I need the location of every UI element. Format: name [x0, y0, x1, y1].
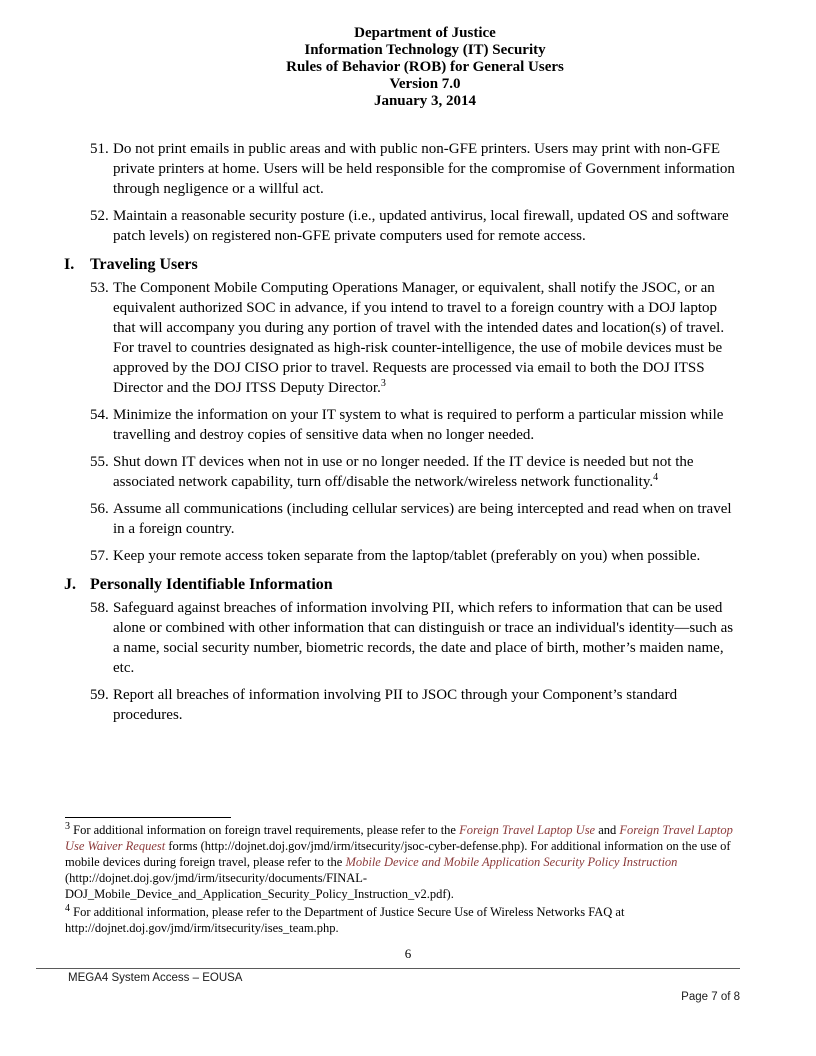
section-label: J. — [64, 576, 76, 593]
footnote-3 — [65, 822, 740, 902]
footnote-text-segment: forms (http://dojnet.doj.gov/jmd/irm/itsecurity/jsoc-cyber-defense.php). For additional information on the use of mobile devices during foreign travel, please refer to the — [65, 839, 731, 869]
section-title: Traveling Users — [90, 256, 198, 273]
item-text — [113, 139, 740, 199]
item-text-run: Keep your remote access token separate from the laptop/tablet (preferably on you) when possible. — [113, 548, 701, 564]
footer-divider — [36, 968, 740, 969]
item-number: 51. — [90, 141, 109, 157]
list-item — [90, 499, 740, 539]
item-text — [113, 278, 740, 398]
item-number: 57. — [90, 548, 109, 564]
footnote-text-segment: For additional information on foreign travel requirements, please refer to the — [70, 823, 460, 837]
header-line-program: Information Technology (IT) Security — [304, 42, 546, 58]
list-item — [90, 546, 740, 566]
footnote-separator — [65, 817, 231, 818]
list-item — [90, 452, 740, 492]
section-heading-pii — [64, 574, 740, 595]
item-text-run: Maintain a reasonable security posture (i.e., updated antivirus, local firewall, updated OS and software patch levels) on registered non-GFE private computers used for remote access. — [113, 208, 729, 244]
page-indicator: Page 7 of 8 — [681, 991, 740, 1003]
section-heading-traveling-users — [64, 254, 740, 275]
footnote-marker: 3 — [65, 820, 70, 832]
page-number: 6 — [404, 946, 412, 961]
item-text-run: Report all breaches of information involving PII to JSOC through your Component’s standard procedures. — [113, 687, 678, 723]
section-title: Personally Identifiable Information — [90, 576, 333, 593]
item-text — [113, 598, 740, 678]
item-text-run: Do not print emails in public areas and with public non-GFE printers. Users may print with non-GFE private printers at home. Users will be held responsible for the compromise of Government information through negligence or a willful act. — [113, 141, 735, 197]
item-text-run: Assume all communications (including cellular services) are being intercepted and read when on travel in a foreign country. — [113, 501, 732, 537]
item-number: 54. — [90, 407, 109, 423]
header-line-date: January 3, 2014 — [373, 93, 477, 109]
footnote-italic-title: Mobile Device and Mobile Application Security Policy Instruction — [345, 855, 678, 869]
header-line-version: Version 7.0 — [389, 76, 461, 92]
document-header — [0, 0, 816, 110]
item-number: 59. — [90, 687, 109, 703]
footnote-ref: 3 — [380, 378, 386, 389]
item-text — [113, 452, 740, 492]
document-body — [0, 139, 816, 725]
footnote-marker: 4 — [65, 902, 70, 914]
list-item — [90, 598, 740, 678]
footnote-4 — [65, 904, 740, 936]
item-text — [113, 546, 740, 566]
footnote-italic-title: Foreign Travel Laptop Use — [459, 823, 596, 837]
list-item — [90, 685, 740, 725]
item-text — [113, 206, 740, 246]
item-text — [113, 499, 740, 539]
footnote-ref: 4 — [653, 472, 659, 483]
item-text-run: The Component Mobile Computing Operations Manager, or equivalent, shall notify the JSOC, or an equivalent authorized SOC in advance, if you intend to travel to a foreign country with a DOJ laptop that will accompany you during any portion of travel with the intended dates and location(s) of travel. For travel to countries designated as high-risk counter-intelligence, the use of mobile devices must be approved by the DOJ CISO prior to travel. Requests are processed via email to both the DOJ ITSS Director and the DOJ ITSS Deputy Director. — [113, 280, 725, 396]
item-text-run: Minimize the information on your IT system to what is required to perform a particular mission while travelling and destroy copies of sensitive data when no longer needed. — [113, 407, 724, 443]
item-text — [113, 405, 740, 445]
item-text-run: Safeguard against breaches of information involving PII, which refers to information that can be used alone or combined with other information that can distinguish or trace an individual's identity—such as a name, social security number, biometric records, the date and place of birth, mother’s maiden name, etc. — [113, 600, 734, 676]
list-item — [90, 206, 740, 246]
footnote-text-segment: (http://dojnet.doj.gov/jmd/irm/itsecurity/documents/FINAL-DOJ_Mobile_Device_and_Application_Security_Policy_Instruction_v2.pdf). — [65, 871, 454, 901]
footnote-italic-title: Foreign Travel Laptop Use Waiver Request — [65, 823, 733, 853]
section-label: I. — [64, 256, 75, 273]
header-line-title: Rules of Behavior (ROB) for General Users — [286, 59, 564, 75]
item-number: 55. — [90, 454, 109, 470]
item-number: 58. — [90, 600, 109, 616]
footnote-text-segment: For additional information, please refer to the Department of Justice Secure Use of Wireless Networks FAQ at http://dojnet.doj.gov/jmd/irm/itsecurity/ises_team.php. — [65, 905, 625, 935]
item-text — [113, 685, 740, 725]
footnote-text-segment: and — [595, 823, 620, 837]
footer-system-label: MEGA4 System Access – EOUSA — [68, 972, 243, 984]
item-number: 52. — [90, 208, 109, 224]
item-number: 53. — [90, 280, 109, 296]
list-item — [90, 139, 740, 199]
list-item — [90, 405, 740, 445]
header-line-org: Department of Justice — [354, 25, 496, 41]
footnotes-section — [65, 817, 740, 938]
list-item — [90, 278, 740, 398]
item-number: 56. — [90, 501, 109, 517]
item-text-run: Shut down IT devices when not in use or no longer needed. If the IT device is needed but not the associated network capability, turn off/disable the network/wireless network functionality. — [113, 454, 694, 490]
